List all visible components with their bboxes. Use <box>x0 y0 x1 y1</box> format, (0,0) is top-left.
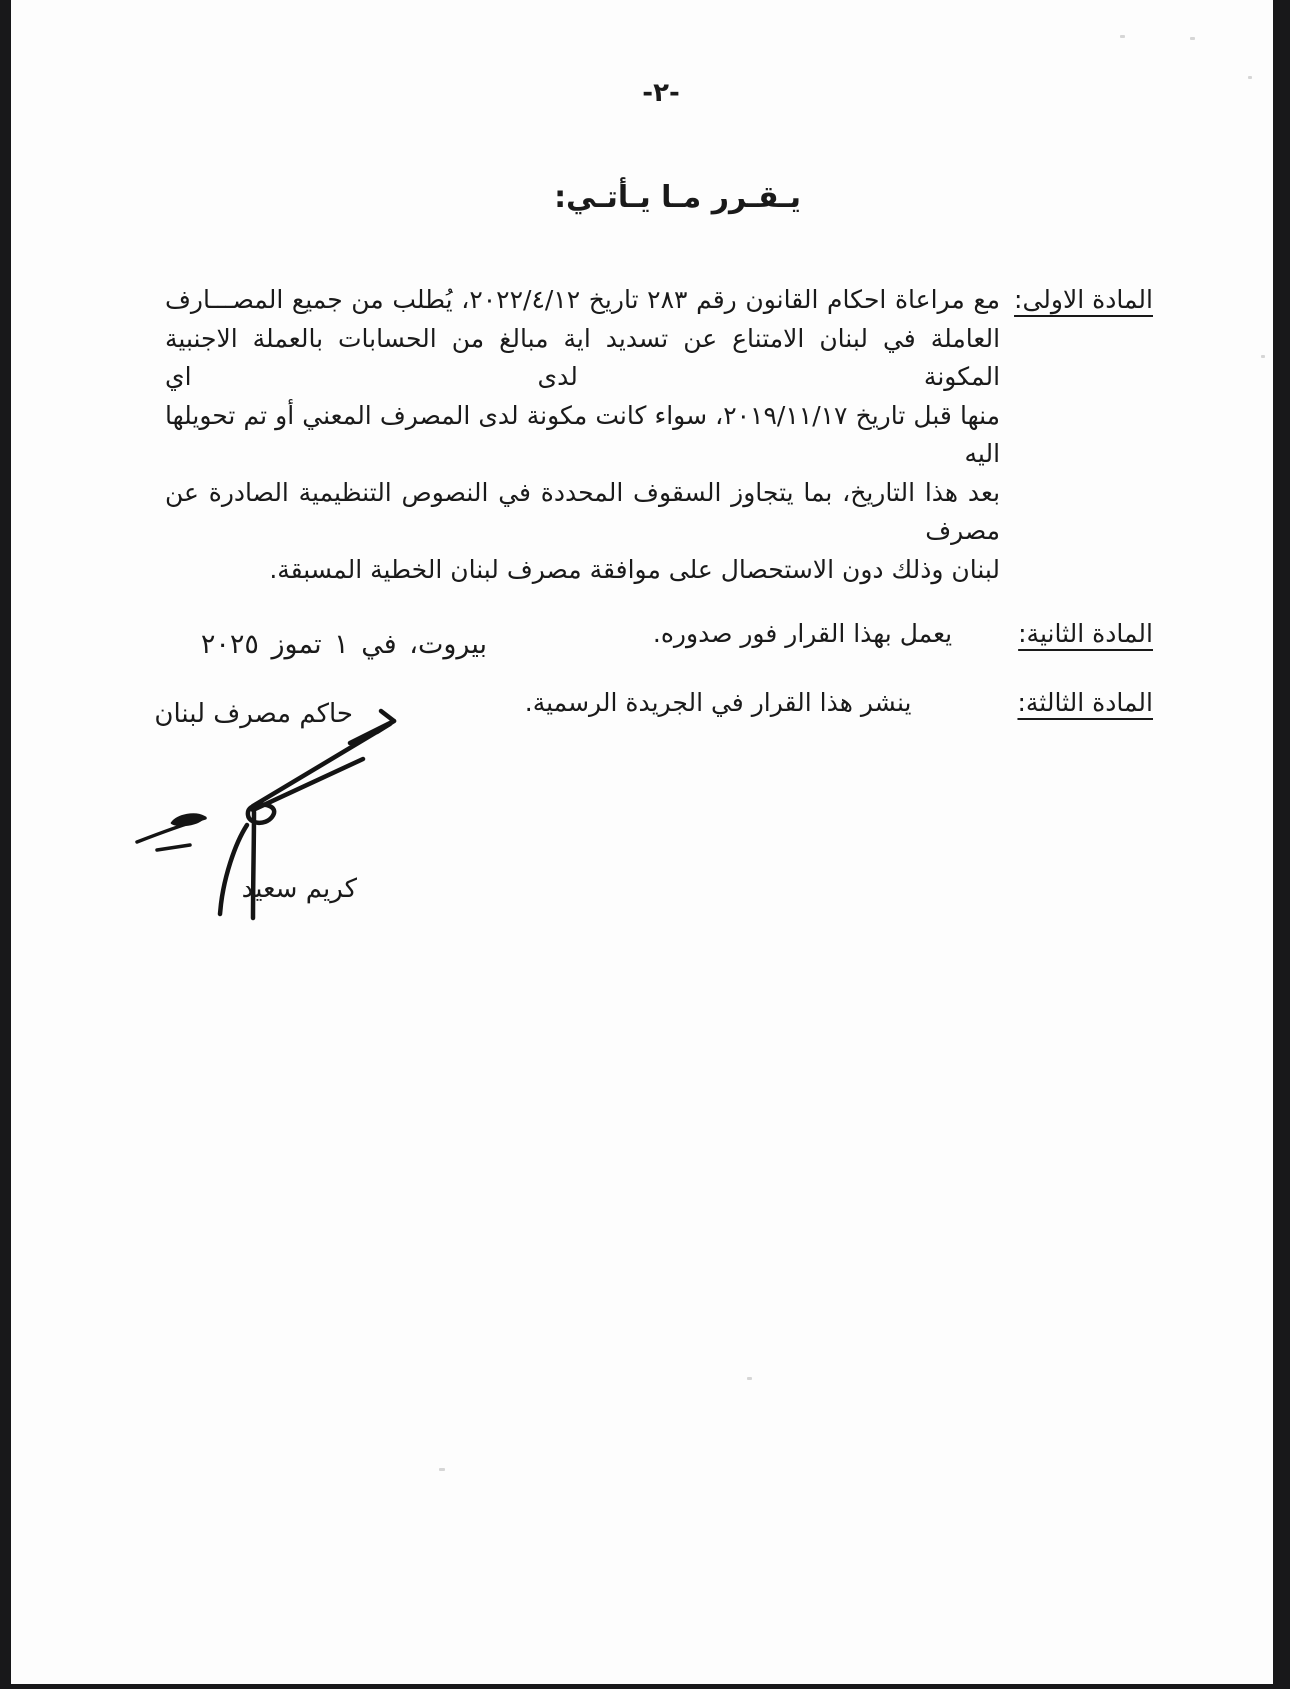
scan-speck <box>1190 37 1195 40</box>
article-row-first <box>165 281 1153 589</box>
article-first-line-4: بعد هذا التاريخ، بما يتجاوز السقوف المحددة في النصوص التنظيمية الصادرة عن مصرف <box>165 477 1001 545</box>
article-second-label: المادة الثانية: <box>1018 619 1153 648</box>
article-third-text: ينشر هذا القرار في الجريدة الرسمية. <box>524 687 912 717</box>
scan-speck <box>439 1468 445 1471</box>
governor-title: حاكم مصرف لبنان <box>154 699 353 729</box>
article-first-line-2: العاملة في لبنان الامتناع عن تسديد اية مبالغ من الحسابات بالعملة الاجنبية المكونة لدى اي <box>165 323 1001 391</box>
signer-name: كريم سعيد <box>241 874 357 904</box>
scan-speck <box>747 1377 752 1380</box>
article-first-body <box>165 281 1000 589</box>
article-first-line-1: مع مراعاة احكام القانون رقم ٢٨٣ تاريخ ٢٠٢٢/٤/١٢، يُطلب من جميع المصـــارف <box>165 285 1001 314</box>
scan-border-left <box>0 0 11 1689</box>
decision-heading: يـقـرر مـا يـأتـي: <box>554 180 801 215</box>
scan-speck <box>1261 355 1265 358</box>
article-first-line-3: منها قبل تاريخ ٢٠١٩/١١/١٧، سواء كانت مكونة لدى المصرف المعني أو تم تحويلها اليه <box>165 400 1001 468</box>
scan-speck <box>1120 35 1125 38</box>
scan-border-right <box>1273 0 1290 1689</box>
article-first-label: المادة الاولى: <box>1014 285 1153 314</box>
date-line: بيروت، في ١ تموز ٢٠٢٥ <box>200 629 487 660</box>
scan-speck <box>1248 76 1252 79</box>
article-second-text: يعمل بهذا القرار فور صدوره. <box>652 619 953 648</box>
scan-border-bottom <box>0 1684 1290 1689</box>
page-number: -٢- <box>642 78 680 108</box>
article-third-label: المادة الثالثة: <box>1017 687 1153 717</box>
article-first-line-5: لبنان وذلك دون الاستحصال على موافقة مصرف لبنان الخطية المسبقة. <box>269 554 1001 584</box>
